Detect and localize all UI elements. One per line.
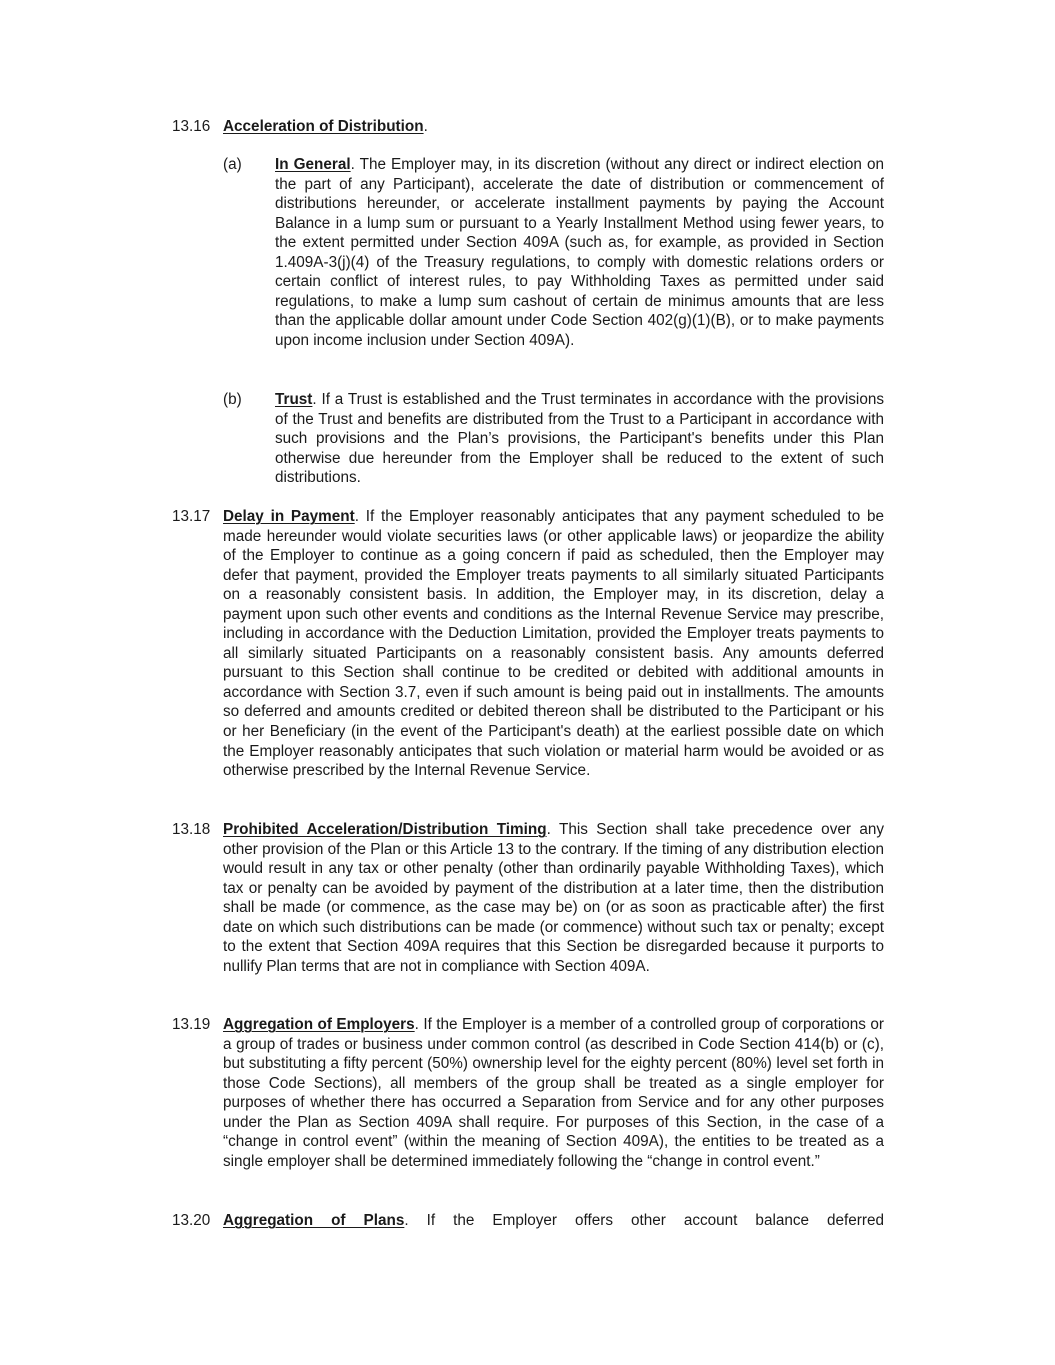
subsection-heading: Trust xyxy=(275,391,313,408)
section-text: . If the Employer offers other account balance deferred xyxy=(404,1212,884,1229)
section-13-17 xyxy=(172,507,884,781)
subsection-body xyxy=(275,155,884,350)
section-heading: Aggregation of Plans xyxy=(223,1212,405,1229)
subsection-heading: In General xyxy=(275,156,351,173)
subsection-13-16-b xyxy=(223,390,884,488)
section-number: 13.19 xyxy=(172,1016,211,1033)
section-heading: Acceleration of Distribution xyxy=(223,118,424,135)
section-body xyxy=(223,1015,884,1171)
section-heading: Prohibited Acceleration/Distribution Timing xyxy=(223,821,547,838)
section-text: . If the Employer reasonably anticipates that any payment scheduled to be made hereunder would violate securities laws (or other applicable laws) or jeopardize the ability of the Employer to continue as a going concern if paid as scheduled, then the Employer may defer that payment, provided the Employer treats payments to all similarly situated Participants on a reasonably consistent basis. In addition, the Employer may, in its discretion, delay a payment upon such other events and conditions as the Internal Revenue Service may prescribe, including in accordance with the Deduction Limitation, provided the Employer treats payments to all similarly situated Participants on a reasonably consistent basis. Any amounts deferred pursuant to this Section shall continue to be credited or debited with additional amounts in accordance with Section 3.7, even if such amount is being paid out in installments. The amounts so deferred and amounts credited or debited thereon shall be distributed to the Participant or his or her Beneficiary (in the event of the Participant's death) at the earliest possible date on which the Employer reasonably anticipates that such violation or material harm would be avoided or as otherwise prescribed by the Internal Revenue Service. xyxy=(223,508,884,780)
section-body xyxy=(223,1211,884,1231)
subsection-text: . The Employer may, in its discretion (without any direct or indirect election on the part of any Participant), accelerate the date of distribution or commencement of distributions hereunder, or accelerate installment payments by paying the Account Balance in a lump sum or pursuant to a Yearly Installment Method using fewer years, to the extent permitted under Section 409A (such as, for example, as provided in Section 1.409A-3(j)(4) of the Treasury regulations, to comply with domestic relations orders or certain conflict of interest rules, to pay Withholding Taxes as permitted under said regulations, to make a lump sum cashout of certain de minimus amounts that are less than the applicable dollar amount under Code Section 402(g)(1)(B), or to make payments upon income inclusion under Section 409A). xyxy=(275,156,884,349)
section-body xyxy=(223,117,884,137)
section-number: 13.20 xyxy=(172,1212,211,1229)
section-number: 13.17 xyxy=(172,508,211,525)
subsection-label: (a) xyxy=(223,156,242,173)
section-text: . This Section shall take precedence over any other provision of the Plan or this Article 13 to the contrary. If the timing of any distribution election would result in any tax or other penalty (other than ordinarily payable Withholding Taxes), which tax or penalty can be avoided by payment of the distribution at a later time, then the distribution shall be made (or commence, as the case may be) on (or as soon as practicable after) the first date on which such distributions can be made (or commence) without such tax or penalty; except to the extent that Section 409A requires that this Section be disregarded because it purports to nullify Plan terms that are not in compliance with Section 409A. xyxy=(223,821,884,975)
section-13-18 xyxy=(172,820,884,976)
section-13-16 xyxy=(172,117,884,137)
section-body xyxy=(223,507,884,781)
section-number: 13.18 xyxy=(172,821,211,838)
section-text: . If the Employer is a member of a controlled group of corporations or a group of trades or business under common control (as described in Code Section 414(b) or (c), but substituting a fifty percent (50%) ownership level for the eighty percent (80%) level set forth in those Code Sections), all members of the group shall be treated as a single employer for purposes of whether there has occurred a Separation from Service and for any other purposes under the Plan as Section 409A shall require. For purposes of this Section, in the case of a “change in control event” (within the meaning of Section 409A), the entities to be treated as a single employer shall be determined immediately following the “change in control event.” xyxy=(223,1016,885,1170)
section-heading: Aggregation of Employers xyxy=(223,1016,415,1033)
subsection-body xyxy=(275,390,884,488)
subsection-13-16-a xyxy=(223,155,884,350)
section-number: 13.16 xyxy=(172,118,211,135)
section-heading: Delay in Payment xyxy=(223,508,355,525)
subsection-text: . If a Trust is established and the Trust terminates in accordance with the provisions of the Trust and benefits are distributed from the Trust to a Participant in accordance with such provisions and the Plan’s provisions, the Participant's benefits under this Plan otherwise due hereunder from the Employer shall be reduced to the extent of such distributions. xyxy=(275,391,884,487)
subsection-label: (b) xyxy=(223,391,242,408)
section-text: . xyxy=(423,118,428,135)
section-body xyxy=(223,820,884,976)
section-13-20 xyxy=(172,1211,884,1231)
section-13-19 xyxy=(172,1015,884,1171)
